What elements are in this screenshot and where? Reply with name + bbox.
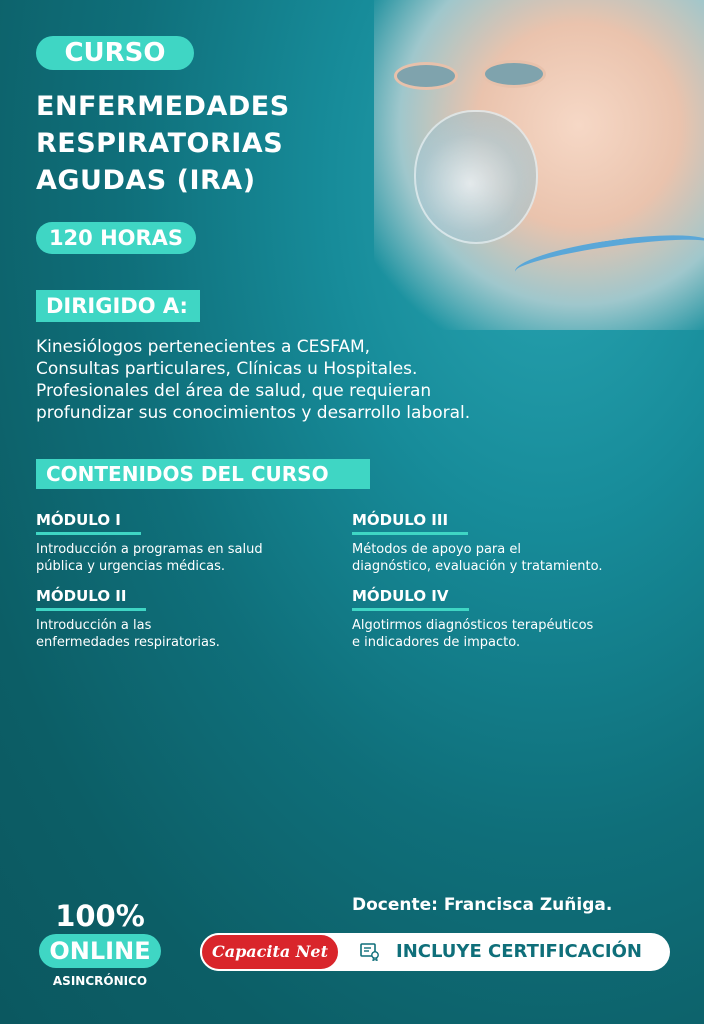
module-title: MÓDULO I — [36, 511, 141, 535]
oxygen-mask-shape — [414, 110, 538, 244]
module-description — [36, 541, 336, 575]
module-2 — [36, 586, 336, 651]
module-title: MÓDULO III — [352, 511, 468, 535]
curso-badge: CURSO — [36, 36, 194, 70]
online-type: ASINCRÓNICO — [52, 974, 148, 988]
title-line: ENFERMEDADES — [36, 91, 290, 122]
module-description — [352, 541, 672, 575]
module-desc-line: enfermedades respiratorias. — [36, 635, 220, 650]
eye-shape — [482, 60, 546, 88]
module-desc-line: Algotirmos diagnósticos terapéuticos — [352, 618, 594, 633]
module-1 — [36, 510, 336, 575]
audience-line: Consultas particulares, Clínicas u Hospitales. — [36, 359, 418, 379]
module-desc-line: Introducción a programas en salud — [36, 542, 263, 557]
logo-text: Capacita Net — [212, 942, 328, 961]
module-title: MÓDULO II — [36, 587, 146, 611]
oxygen-tube-shape — [512, 226, 704, 289]
module-description — [36, 617, 336, 651]
audience-label: DIRIGIDO A: — [36, 290, 200, 322]
child-oxygen-mask-photo — [374, 0, 704, 330]
title-line: RESPIRATORIAS — [36, 128, 284, 159]
course-title — [36, 88, 336, 199]
certificate-icon — [360, 943, 380, 961]
module-desc-line: Introducción a las — [36, 618, 152, 633]
audience-line: profundizar sus conocimientos y desarrollo laboral. — [36, 403, 471, 423]
audience-description — [36, 336, 596, 424]
contents-label: CONTENIDOS DEL CURSO — [36, 459, 370, 489]
module-desc-line: pública y urgencias médicas. — [36, 559, 226, 574]
module-3 — [352, 510, 672, 575]
eye-shape — [394, 62, 458, 90]
module-desc-line: e indicadores de impacto. — [352, 635, 521, 650]
teacher-name: Docente: Francisca Zuñiga. — [352, 895, 613, 915]
certification-text: INCLUYE CERTIFICACIÓN — [396, 941, 642, 962]
audience-line: Kinesiólogos pertenecientes a CESFAM, — [36, 337, 371, 357]
capacitanet-logo — [200, 933, 340, 971]
audience-line: Profesionales del área de salud, que requieran — [36, 381, 432, 401]
online-mode: ONLINE — [39, 934, 160, 968]
module-desc-line: Métodos de apoyo para el — [352, 542, 521, 557]
module-description — [352, 617, 672, 651]
online-percent: 100% — [55, 899, 145, 933]
title-line: AGUDAS (IRA) — [36, 165, 256, 196]
online-badge — [30, 900, 170, 988]
module-4 — [352, 586, 672, 651]
module-desc-line: diagnóstico, evaluación y tratamiento. — [352, 559, 603, 574]
module-title: MÓDULO IV — [352, 587, 469, 611]
hours-badge: 120 HORAS — [36, 222, 196, 254]
